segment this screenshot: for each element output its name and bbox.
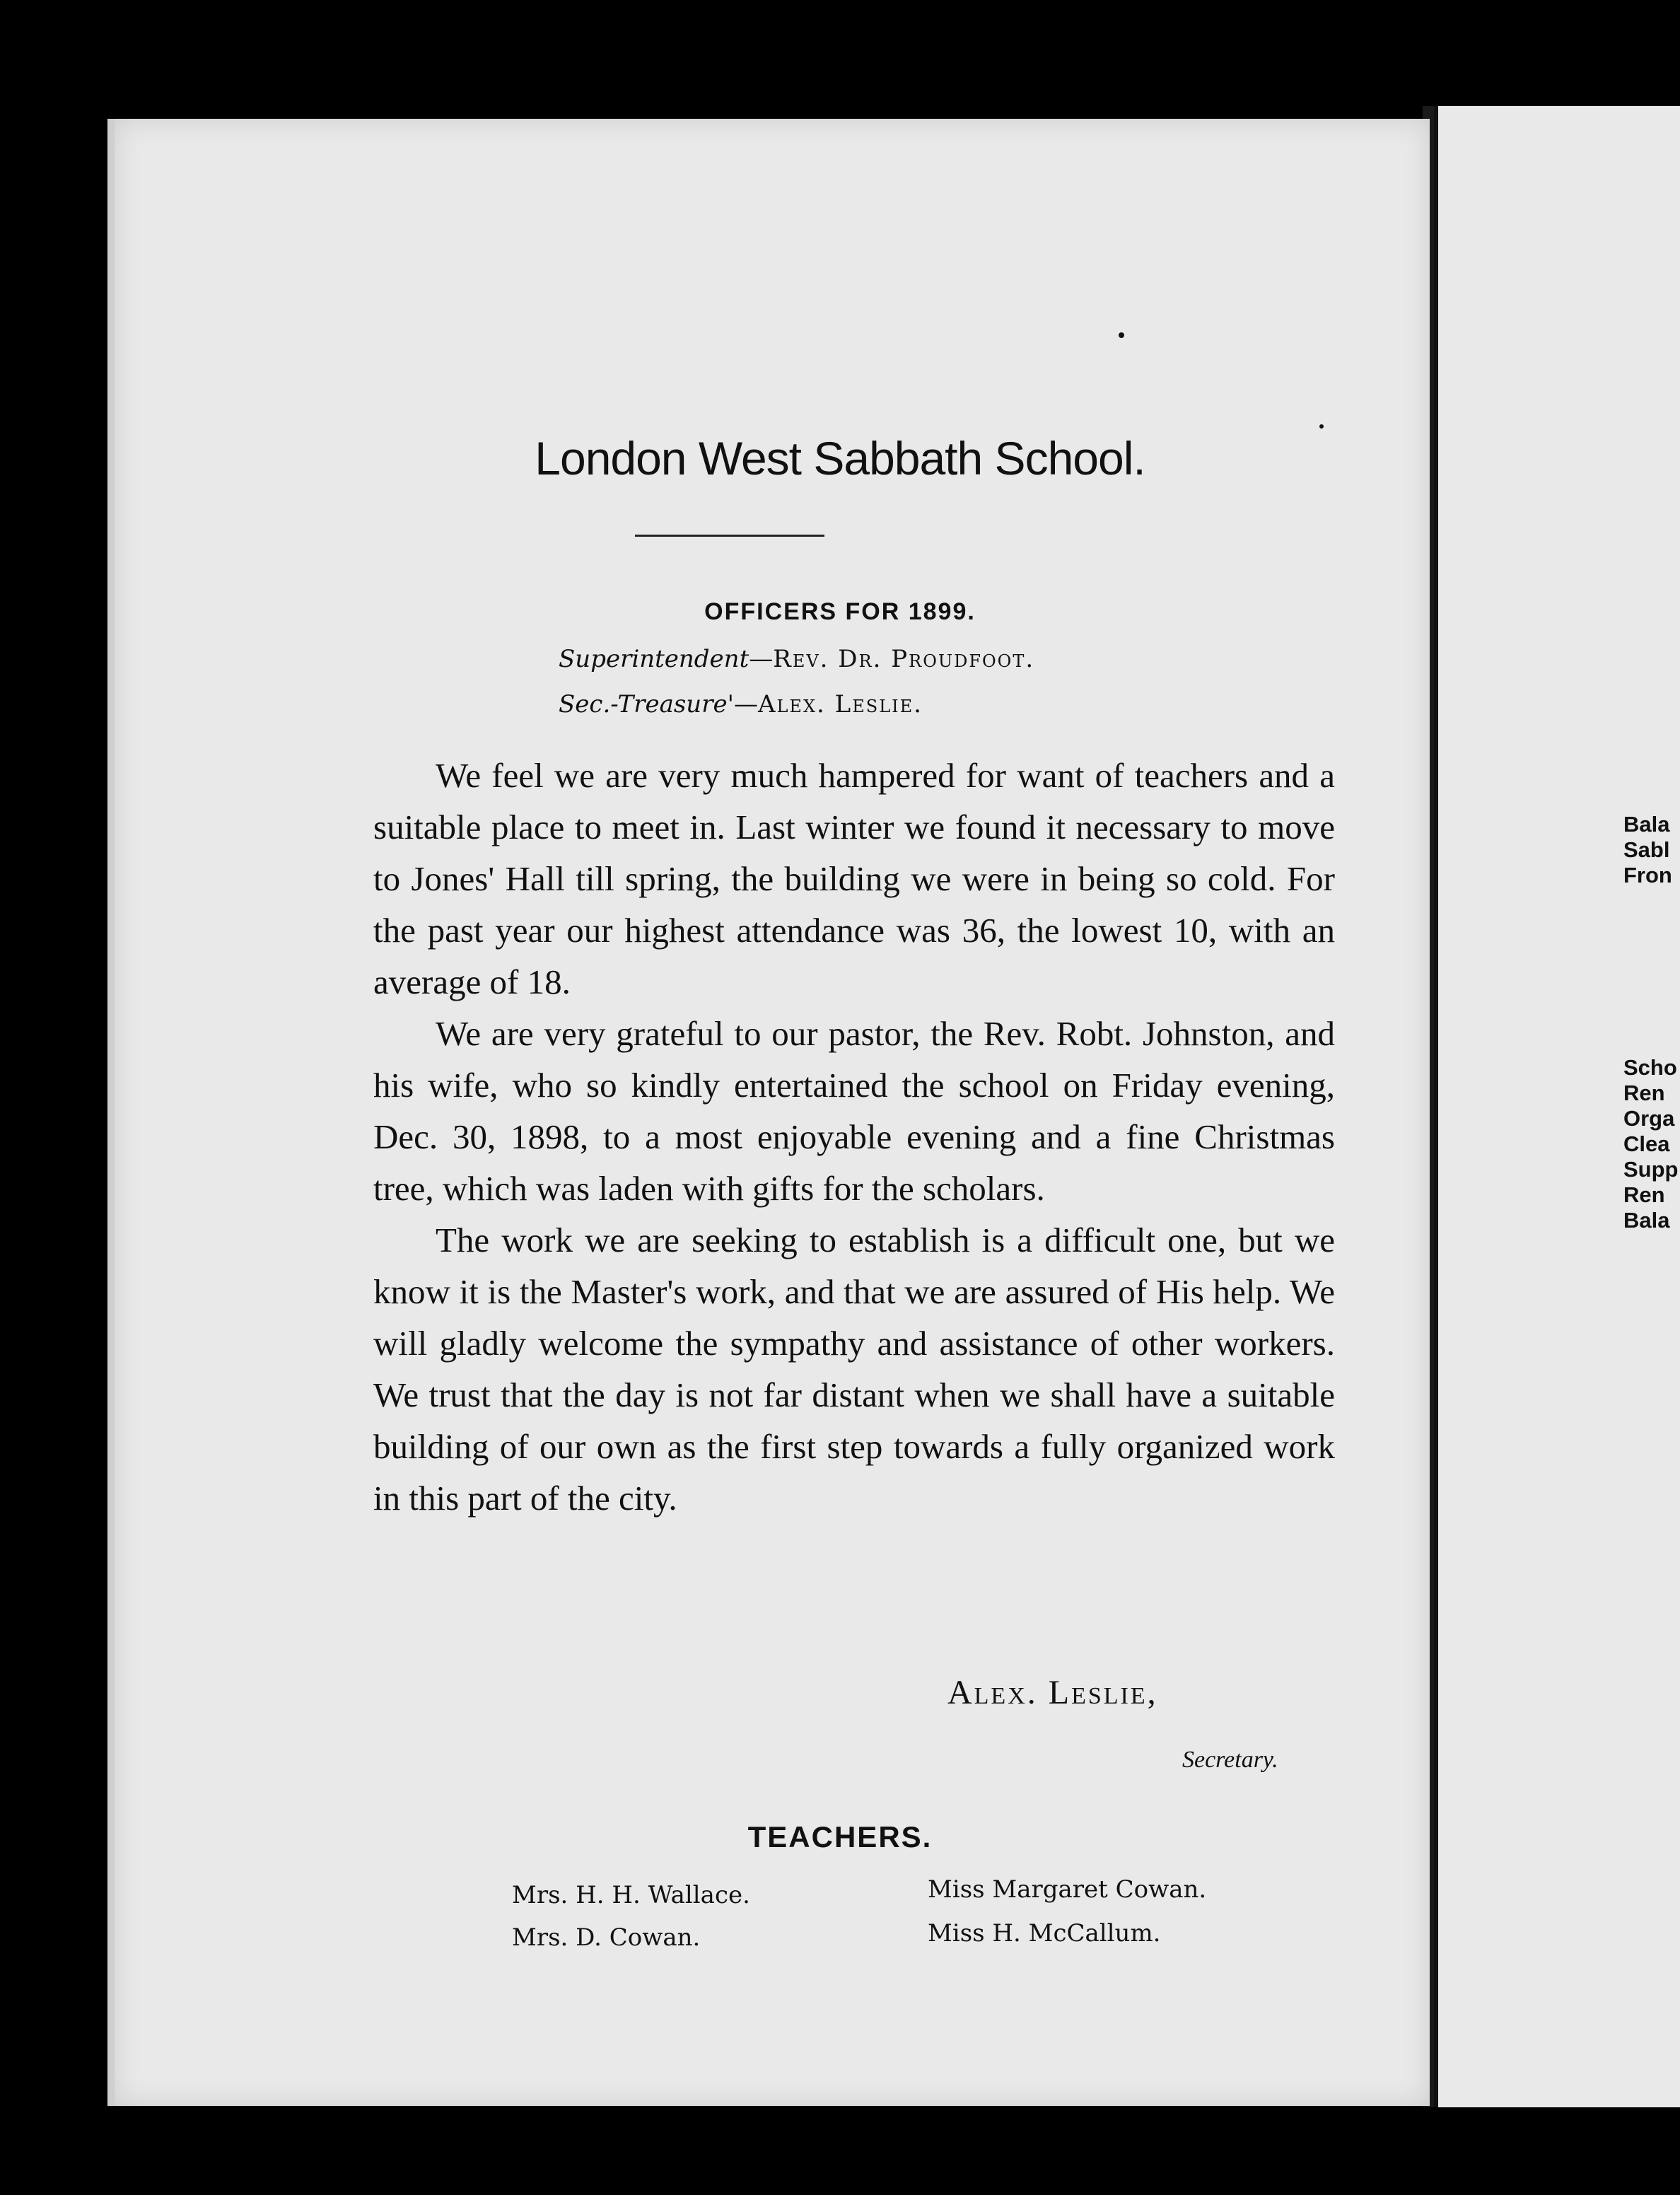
right-page-item: Scho bbox=[1623, 1055, 1677, 1080]
officer-superintendent bbox=[559, 645, 1034, 673]
officer-separator: — bbox=[733, 690, 758, 718]
officer-name: Alex. Leslie. bbox=[757, 690, 923, 718]
right-page-item: Supp bbox=[1623, 1157, 1679, 1182]
paragraph: We are very grateful to our pastor, the Rev. Robt. Johnston, and his wife, who so kindly entertained the school on Friday evening, Dec. 30, 1898, to a most enjoyable evening and a fine Christmas tree, which was laden with gifts for the scholars. bbox=[373, 1014, 1335, 1208]
officer-role: Sec.-Treasure' bbox=[559, 690, 734, 718]
ink-speck bbox=[1319, 424, 1324, 429]
teachers-heading: TEACHERS. bbox=[747, 1820, 933, 1853]
right-page-item: Ren bbox=[1623, 1182, 1665, 1207]
teacher-name: Miss Margaret Cowan. bbox=[928, 1875, 1207, 1904]
signature-title: Secretary. bbox=[1182, 1747, 1278, 1773]
title-rule bbox=[635, 535, 824, 537]
teacher-name: Mrs. D. Cowan. bbox=[512, 1923, 701, 1952]
right-page-list-2 bbox=[1623, 1055, 1680, 1233]
officer-name: Rev. Dr. Proudfoot. bbox=[773, 645, 1035, 673]
paragraph: The work we are seeking to establish is a difficult one, but we know it is the Master's work, and that we are assured of His help. We will gladly welcome the sympathy and assistance of other workers. We trust that the day is not far distant when we shall have a suitable building of our own as the first step towards a fully organized work in this part of the city. bbox=[373, 1221, 1335, 1518]
right-page-item: Sabl bbox=[1623, 837, 1670, 862]
right-page-item: Clea bbox=[1623, 1131, 1670, 1156]
right-page-item: Fron bbox=[1623, 863, 1672, 887]
officers-heading: OFFICERS FOR 1899. bbox=[704, 598, 976, 625]
officer-role: Superintendent bbox=[559, 645, 749, 673]
ink-speck bbox=[1119, 332, 1124, 338]
right-page-item: Bala bbox=[1623, 1208, 1670, 1233]
right-page-item: Ren bbox=[1623, 1081, 1665, 1105]
signature-name: Alex. Leslie, bbox=[947, 1674, 1158, 1711]
officer-separator: — bbox=[749, 645, 774, 673]
teacher-name: Mrs. H. H. Wallace. bbox=[512, 1881, 750, 1909]
right-page-item: Bala bbox=[1623, 812, 1670, 837]
right-page-list-1 bbox=[1623, 812, 1680, 888]
teacher-name: Miss H. McCallum. bbox=[928, 1919, 1161, 1947]
paragraph: We feel we are very much hampered for want of teachers and a suitable place to meet in. Last winter we found it necessary to move to Jones' Hall till spring, the building we were in being so cold. For the past year our highest attendance was 36, the lowest 10, with an average of 18. bbox=[373, 756, 1335, 1001]
officer-secretary-treasurer bbox=[559, 690, 923, 718]
page-title: London West Sabbath School. bbox=[535, 432, 1145, 484]
report-body bbox=[373, 750, 1335, 1524]
right-page-item: Orga bbox=[1623, 1106, 1675, 1131]
